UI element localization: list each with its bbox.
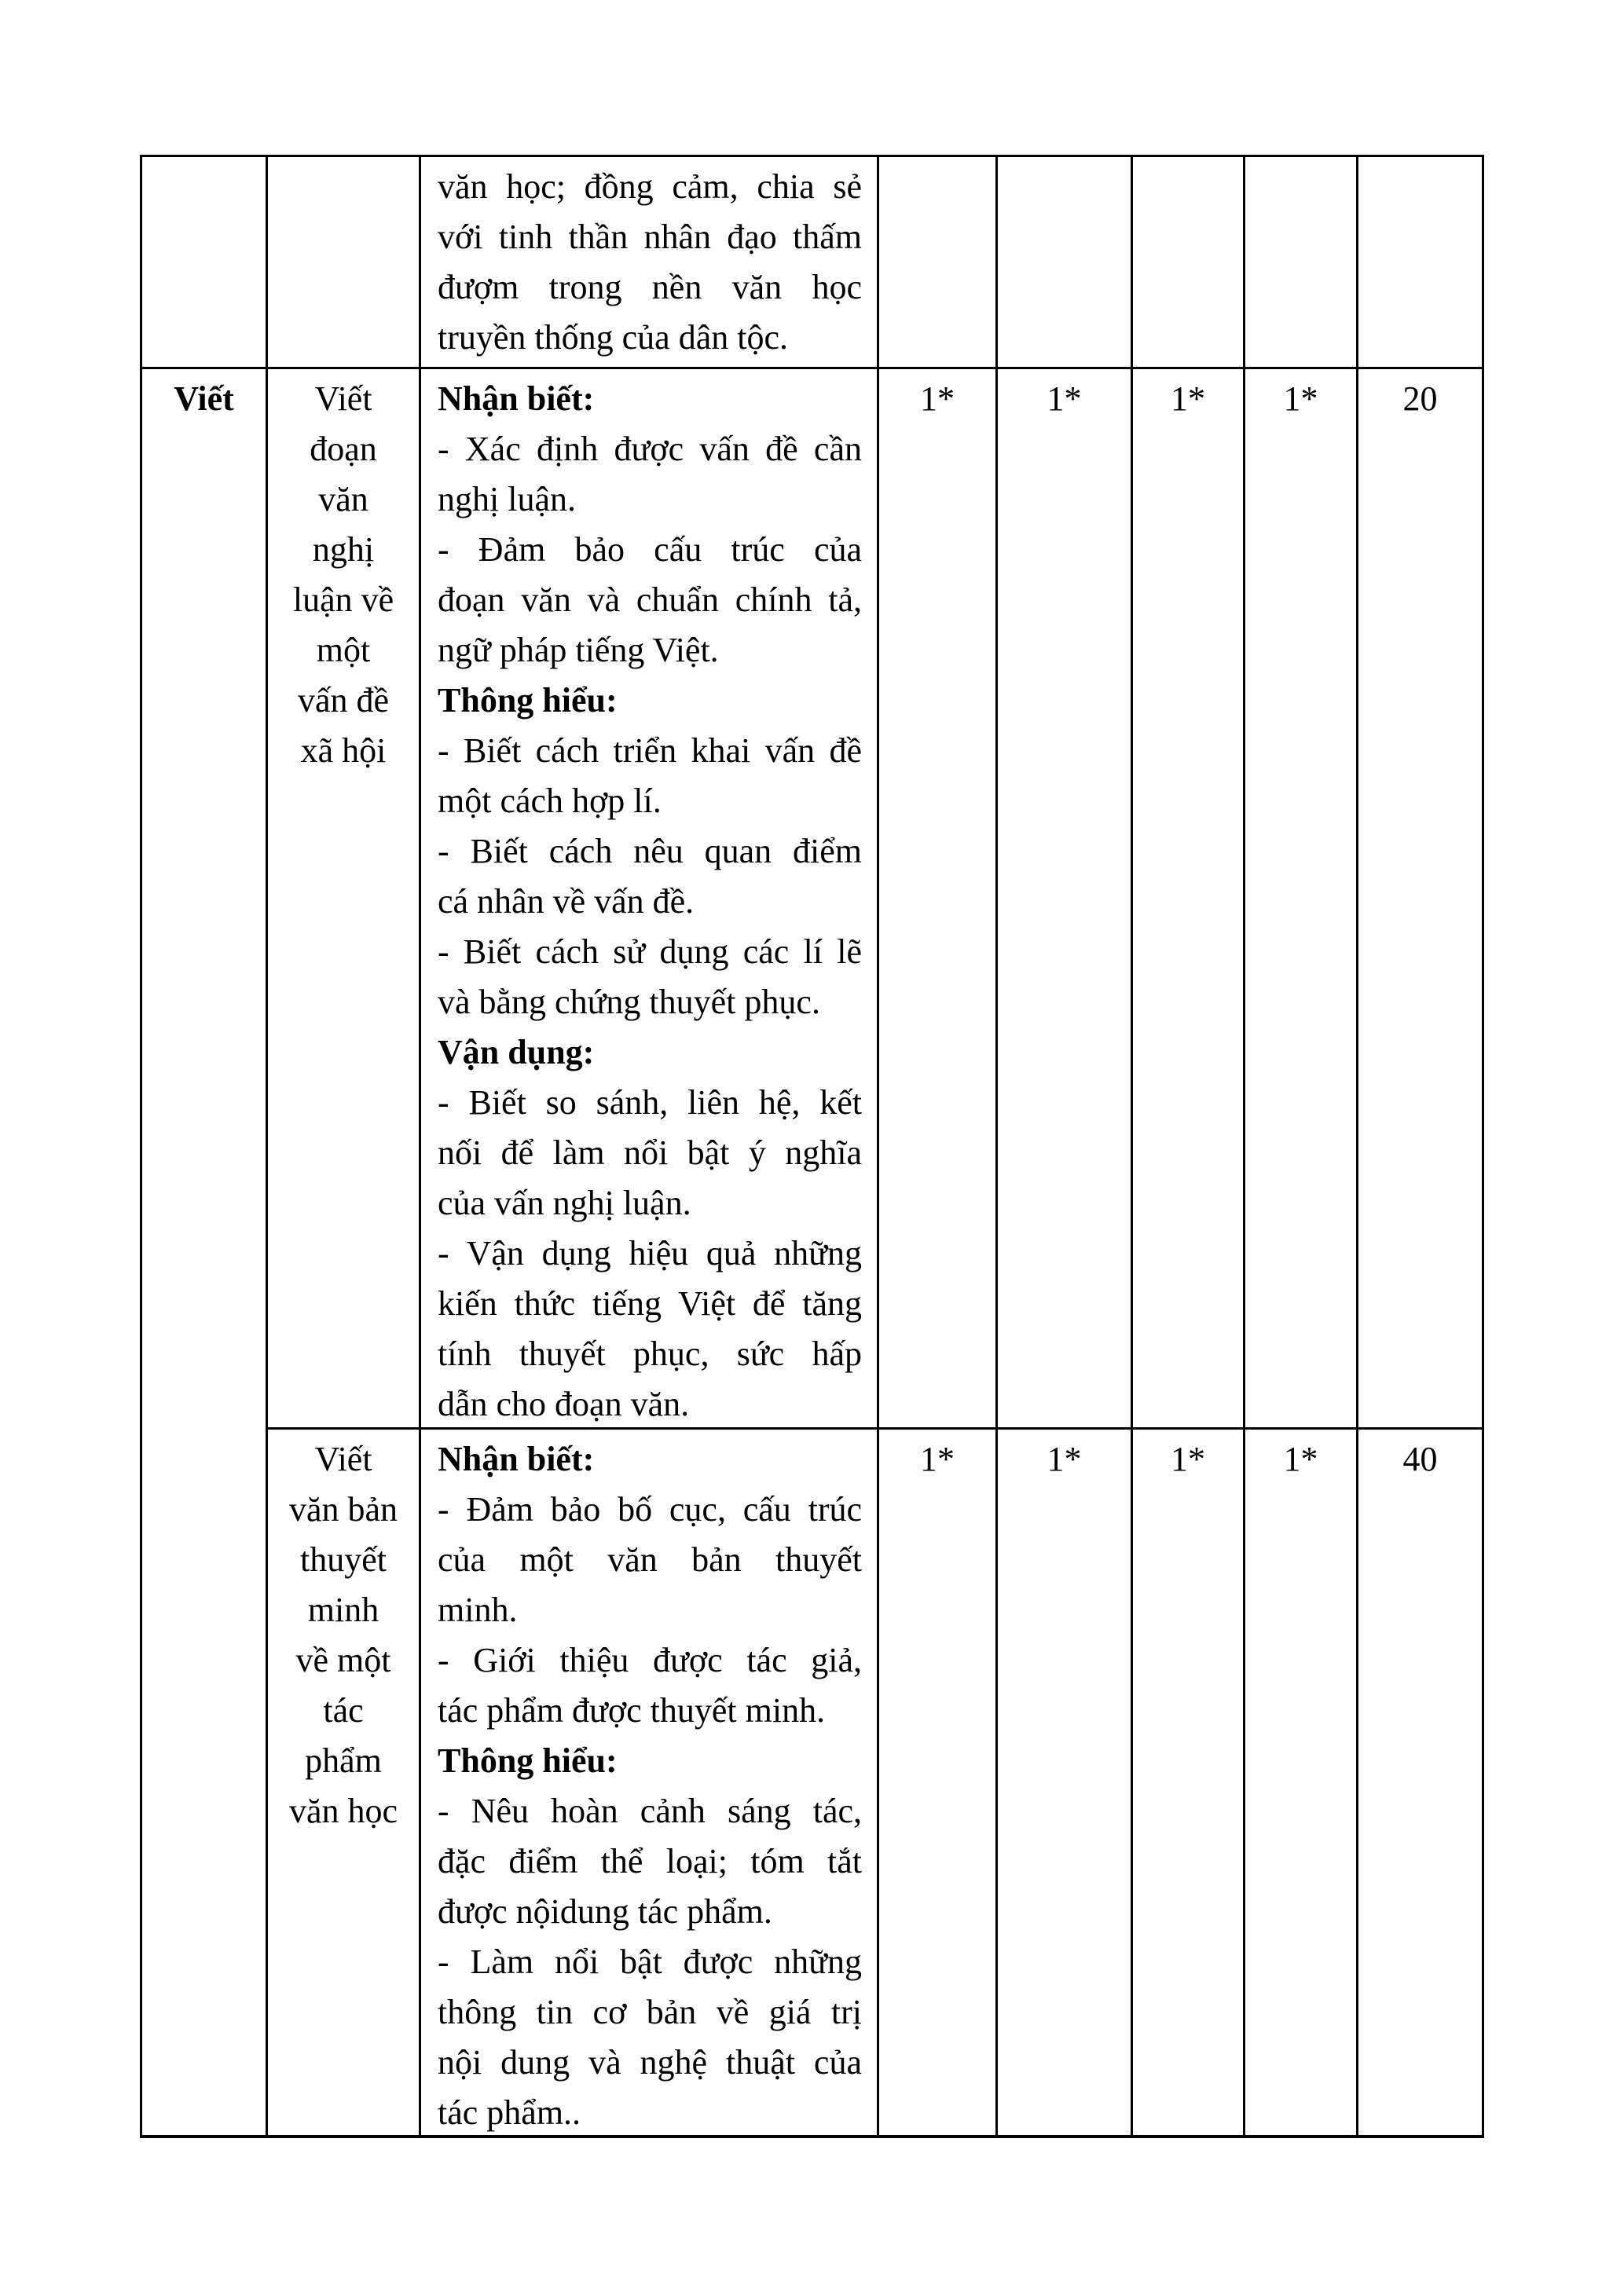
topic-line: vấn đề xyxy=(297,681,390,720)
row3-total-value xyxy=(1358,1430,1482,2135)
requirement-line: văn học; đồng cảm, chia sẻ xyxy=(438,167,862,206)
value-text: 1* xyxy=(920,379,955,418)
requirement-line: đặc điểm thể loại; tóm tắt xyxy=(438,1842,862,1880)
row1-skill-cell-empty xyxy=(142,157,268,369)
topic-line: Viết xyxy=(314,1440,372,1478)
row1-level4-cell-empty xyxy=(1245,157,1358,369)
requirement-line: minh. xyxy=(438,1591,518,1629)
topic-line: văn xyxy=(318,480,368,518)
requirement-line: nội dung và nghệ thuật của xyxy=(438,2043,862,2082)
skill-section-label: Viết xyxy=(174,379,234,418)
topic-line: luận về xyxy=(292,580,394,619)
requirement-line: - Làm nổi bật được những xyxy=(438,1943,862,1981)
topic-line: minh xyxy=(307,1591,379,1629)
requirement-line: tác phẩm.. xyxy=(438,2093,581,2132)
requirement-line: - Nêu hoàn cảnh sáng tác, xyxy=(438,1792,862,1830)
row3-topic-cell xyxy=(268,1430,421,2135)
row3-level4-value xyxy=(1245,1430,1358,2135)
value-text: 1* xyxy=(1047,1440,1082,1478)
row1-total-cell-empty xyxy=(1358,157,1482,369)
requirement-line: một cách hợp lí. xyxy=(438,782,662,820)
requirement-heading: Thông hiểu: xyxy=(438,681,618,720)
requirement-line: của một văn bản thuyết xyxy=(438,1540,862,1579)
requirement-line: - Vận dụng hiệu quả những xyxy=(438,1234,862,1273)
requirement-line: thông tin cơ bản về giá trị xyxy=(438,1993,862,2031)
row1-level3-cell-empty xyxy=(1133,157,1245,369)
requirement-line: cá nhân về vấn đề. xyxy=(438,882,695,921)
requirement-line: - Giới thiệu được tác giả, xyxy=(438,1641,862,1679)
value-text: 1* xyxy=(1047,379,1082,418)
requirement-line: của vấn nghị luận. xyxy=(438,1184,691,1222)
requirement-line: tác phẩm được thuyết minh. xyxy=(438,1691,826,1730)
topic-line: phẩm xyxy=(305,1741,382,1780)
value-text: 1* xyxy=(920,1440,955,1478)
topic-line: Viết xyxy=(314,379,372,418)
row2-requirements-cell xyxy=(421,369,879,1430)
row1-requirements-cell xyxy=(421,157,879,369)
requirement-line: ngữ pháp tiếng Việt. xyxy=(438,631,719,669)
topic-line: thuyết xyxy=(300,1540,387,1579)
requirement-line: đoạn văn và chuẩn chính tả, xyxy=(438,580,862,619)
row2-level1-value xyxy=(879,369,998,1430)
topic-line: xã hội xyxy=(300,731,387,770)
row1-level2-cell-empty xyxy=(998,157,1133,369)
requirement-line: đượm trong nền văn học xyxy=(438,268,862,306)
requirement-line: - Đảm bảo cấu trúc của xyxy=(438,530,862,569)
value-text: 1* xyxy=(1171,379,1205,418)
requirement-line: - Biết cách triển khai vấn đề xyxy=(438,731,862,770)
requirement-line: dẫn cho đoạn văn. xyxy=(438,1385,690,1423)
topic-line: đoạn xyxy=(310,430,377,468)
requirement-heading: Thông hiểu: xyxy=(438,1741,618,1780)
value-text: 20 xyxy=(1402,379,1438,418)
requirement-line: truyền thống của dân tộc. xyxy=(438,318,788,357)
requirement-line: - Biết cách nêu quan điểm xyxy=(438,832,862,870)
row3-level1-value xyxy=(879,1430,998,2135)
requirement-line: - Biết cách sử dụng các lí lẽ xyxy=(438,932,862,971)
row1-topic-cell-empty xyxy=(268,157,421,369)
row2-total-value xyxy=(1358,369,1482,1430)
row2-topic-cell xyxy=(268,369,421,1430)
requirement-line: kiến thức tiếng Việt để tăng xyxy=(438,1284,862,1323)
requirement-heading: Vận dụng: xyxy=(438,1033,595,1071)
topic-line: tác xyxy=(323,1691,364,1730)
topic-line: văn học xyxy=(288,1792,398,1830)
skill-section-cell xyxy=(142,369,268,2135)
topic-line: văn bản xyxy=(288,1490,398,1529)
requirement-line: nghị luận. xyxy=(438,480,576,518)
requirement-line: - Biết so sánh, liên hệ, kết xyxy=(438,1083,862,1122)
exam-matrix-table xyxy=(140,155,1484,2138)
requirement-line: với tinh thần nhân đạo thấm xyxy=(438,218,862,256)
row1-level1-cell-empty xyxy=(879,157,998,369)
value-text: 1* xyxy=(1283,379,1318,418)
requirement-heading: Nhận biết: xyxy=(438,379,595,418)
requirement-line: - Đảm bảo bố cục, cấu trúc xyxy=(438,1490,862,1529)
topic-line: nghị xyxy=(312,530,375,569)
row2-level4-value xyxy=(1245,369,1358,1430)
topic-line: về một xyxy=(295,1641,391,1679)
row3-level3-value xyxy=(1133,1430,1245,2135)
topic-line: một xyxy=(316,631,371,669)
requirement-line: tính thuyết phục, sức hấp xyxy=(438,1335,862,1373)
requirement-line: và bằng chứng thuyết phục. xyxy=(438,983,820,1021)
requirement-line: được nộidung tác phẩm. xyxy=(438,1892,772,1931)
value-text: 1* xyxy=(1283,1440,1318,1478)
requirement-line: - Xác định được vấn đề cần xyxy=(438,430,862,468)
row2-level3-value xyxy=(1133,369,1245,1430)
requirement-line: nối để làm nổi bật ý nghĩa xyxy=(438,1133,862,1172)
value-text: 40 xyxy=(1402,1440,1438,1478)
row3-requirements-cell xyxy=(421,1430,879,2135)
row2-level2-value xyxy=(998,369,1133,1430)
row3-level2-value xyxy=(998,1430,1133,2135)
value-text: 1* xyxy=(1171,1440,1205,1478)
requirement-heading: Nhận biết: xyxy=(438,1440,595,1478)
